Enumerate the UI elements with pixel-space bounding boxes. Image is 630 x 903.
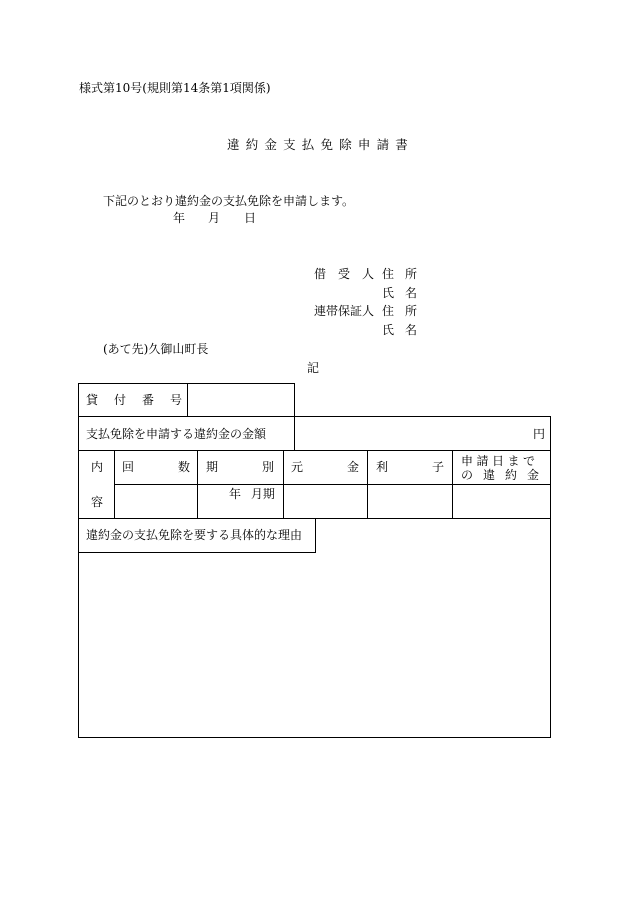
period-value: 年 月期 [229,487,275,501]
col-times-header: 回数 [122,460,235,474]
notation-ki: 記 [307,361,320,375]
form-title: 違約金支払免除申請書 [227,137,415,152]
contents-label-bottom: 容 [91,495,104,509]
exemption-amount-label: 支払免除を申請する違約金の金額 [86,427,267,441]
col-penalty-header-line2: の違約金 [461,468,550,482]
request-text: 下記のとおり違約金の支払免除を申請します。 [103,194,355,208]
loan-number-label: 貸付番号 [86,393,199,407]
form-number: 様式第10号(規則第14条第1項関係) [79,81,271,95]
addressee: (あて先)久御山町長 [103,342,209,356]
col-period-header: 期別 [206,460,319,474]
date-year-label: 年 [173,211,186,225]
contents-label-top: 内 [91,460,104,474]
col-interest-header: 利子 [376,460,489,474]
guarantor-name-label: 氏名 [382,323,429,337]
col-principal-header: 元金 [291,460,404,474]
guarantor-label: 連帯保証人 [314,304,375,318]
borrower-name-label: 氏名 [382,286,429,300]
borrower-address-label: 住所 [382,267,429,281]
guarantor-address-label: 住所 [382,304,429,318]
borrower-label: 借受人 [314,267,387,281]
date-month-label: 月 [208,211,221,225]
date-day-label: 日 [244,211,257,225]
reason-label: 違約金の支払免除を要する具体的な理由 [86,528,303,542]
yen-unit: 円 [533,427,546,441]
col-penalty-header-line1: 申請日まで [461,454,539,468]
